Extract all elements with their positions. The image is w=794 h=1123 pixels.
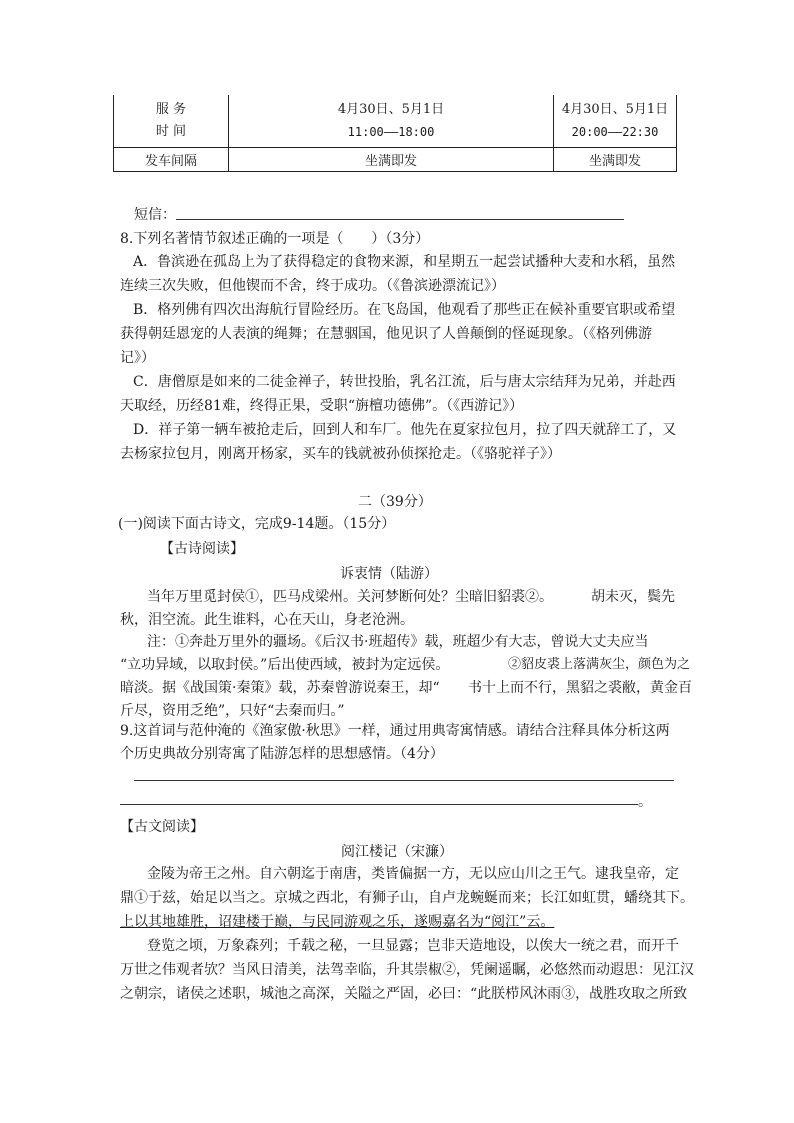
shuttle-schedule-table xyxy=(113,95,677,172)
poem-title: 诉衷情（陆游） xyxy=(340,566,438,582)
section-heading: 二（39分） xyxy=(358,494,432,510)
poem-line2: 秋，泪空流。此生谁料，心在天山，身老沧洲。 xyxy=(120,612,414,628)
q8-option-b-line3: 记》） xyxy=(120,350,155,366)
note-line2b: ②貂皮裘上落满灰尘，颜色为之 xyxy=(508,657,691,672)
poem-line1a: 当年万里觅封侯①，匹马戍梁州。关河梦断何处？尘暗旧貂裘②。 xyxy=(147,589,553,605)
q8-option-d-line1: D．祥子第一辆车被抢走后，回到人和车厂。他先在夏家拉包月，拉了四天就辞工了，又 xyxy=(133,422,677,438)
evening-schedule-cell: 4月30日、5月1日 20:00——22:30 xyxy=(554,95,677,148)
prose-line3-underlined: 上以其地雄胜，诏建楼于巅，与民同游观之乐，遂赐嘉名为“阅江”云。 xyxy=(120,914,555,930)
q8-option-b-line1: B．格列佛有四次出海航行冒险经历。在飞岛国，他观看了那些正在候补重要官职或希望 xyxy=(133,302,676,318)
prose-line2: 鼎①于兹，始足以当之。京城之西北，有狮子山，自卢龙蜿蜒而来；长江如虹贯，蟠绕其下。 xyxy=(120,890,694,906)
q8-option-c-line1: C．唐僧原是如来的二徒金禅子，转世投胎，乳名江流，后与唐太宗结拜为兄弟，并赴西 xyxy=(133,374,676,390)
q8-option-d-line2: 去杨家拉包月，刚离开杨家，买车的钱就被孙侦探抢走。（《骆驼祥子》） xyxy=(120,446,561,462)
answer-end-mark: 。 xyxy=(638,794,652,810)
prose-line5: 万世之伟观者欤？当风日清美，法驾幸临，升其崇椒②，凭阑遥瞩，必悠然而动遐思：见江汉 xyxy=(120,962,694,978)
note-line2a: “立功异域，以取封侯。”后出使西域，被封为定远侯。 xyxy=(120,657,450,673)
q8-option-c-line2: 天取经，历经81难，终得正果，受职“旃檀功德佛”。（《西游记》） xyxy=(120,398,524,414)
table-row xyxy=(114,148,677,172)
answer-line-1[interactable] xyxy=(134,780,674,781)
q8-option-a-line1: A．鲁滨逊在孤岛上为了获得稳定的食物来源，和星期五一起尝试播种大麦和水稻，虽然 xyxy=(133,254,676,270)
service-time-label: 服 务 时 间 xyxy=(114,95,229,148)
q9-line1: 9.这首词与范仲淹的《渔家傲·秋思》一样，通过用典寄寓情感。请结合注释具体分析这两 xyxy=(120,723,670,739)
sms-label: 短信： xyxy=(134,207,176,223)
note-line1: 注：①奔赴万里外的疆场。《后汉书·班超传》载，班超少有大志，曾说大丈夫应当 xyxy=(147,634,649,650)
daytime-schedule-cell: 4月30日、5月1日 11:00——18:00 xyxy=(229,95,554,148)
q8-option-b-line2: 获得朝廷恩宠的人表演的绳舞；在慧骃国，他见识了人兽颠倒的怪诞现象。（《格列佛游 xyxy=(120,326,652,342)
answer-line-2[interactable] xyxy=(120,804,638,805)
note-line3b: 书十上而不行，黑貂之裘敝，黄金百 xyxy=(468,680,692,696)
sms-answer-line[interactable] xyxy=(176,219,624,220)
q8-option-a-line2: 连续三次失败，但他锲而不舍，终于成功。（《鲁滨逊漂流记》） xyxy=(120,278,505,294)
prose-tag: 【古文阅读】 xyxy=(120,819,204,835)
poem-tag: 【古诗阅读】 xyxy=(160,541,244,557)
evening-interval-cell: 坐满即发 xyxy=(554,148,677,172)
prose-line1: 金陵为帝王之州。自六朝迄于南唐，类皆偏据一方，无以应山川之王气。逮我皇帝，定 xyxy=(147,866,679,882)
prose-line4: 登览之顷，万象森列；千载之秘，一旦显露；岂非天造地设，以俟大一统之君，而开千 xyxy=(147,938,679,954)
prose-line6: 之朝宗，诸侯之述职，城池之高深，关隘之严固，必曰：“此朕栉风沐雨③，战胜攻取之所致 xyxy=(120,986,688,1002)
poem-line1b: 胡未灭，鬓先 xyxy=(591,589,675,605)
q9-line2: 个历史典故分别寄寓了陆游怎样的思想感情。（4分） xyxy=(120,746,444,762)
note-line3a: 暗淡。据《战国策·秦策》载，苏秦曾游说秦王，却“ xyxy=(120,680,440,696)
q8-stem: 8.下列名著情节叙述正确的一项是（ ）（3分） xyxy=(120,231,430,247)
daytime-interval-cell: 坐满即发 xyxy=(229,148,554,172)
table-row xyxy=(114,95,677,148)
section-subheading: (一)阅读下面古诗文，完成9-14题。（15分） xyxy=(118,516,396,532)
prose-title: 阅江楼记（宋濂） xyxy=(341,844,453,860)
departure-interval-label: 发车间隔 xyxy=(114,148,229,172)
note-line4: 斤尽，资用乏绝”，只好“去秦而归。” xyxy=(120,703,345,719)
